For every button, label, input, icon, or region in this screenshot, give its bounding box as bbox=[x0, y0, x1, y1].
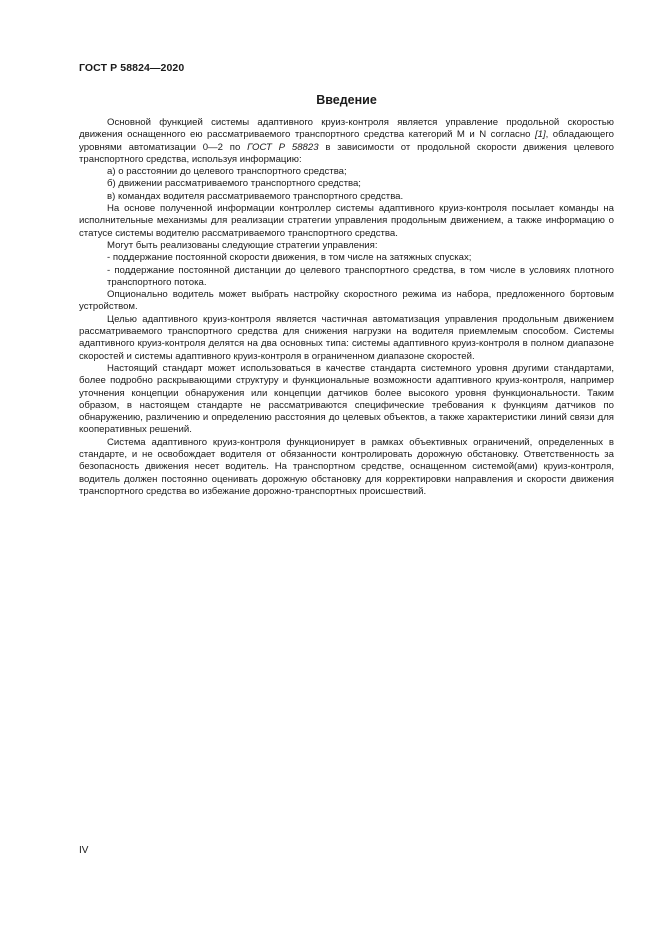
list-item: - поддержание постоянной дистанции до целевого транспортного средства, в том числе в условиях плотного транспортного потока. bbox=[107, 264, 614, 288]
section-title: Введение bbox=[316, 93, 377, 107]
paragraph-5: Целью адаптивного круиз-контроля является частичная автоматизация управления продольным движением рассматриваемого транспортного средства для снижения нагрузки на водителя приемлемым способом. Системы адаптивного круиз-контроля делятся на два основных типа: системы адаптивного круиз-контроля в полном диапазоне скоростей и системы адаптивного круиз-контроля в ограниченном диапазоне скоростей. bbox=[79, 313, 614, 362]
reference-1: [1] bbox=[534, 129, 546, 141]
list-item: б) движении рассматриваемого транспортного средства; bbox=[107, 178, 361, 190]
paragraph-4: Опционально водитель может выбрать настройку скоростного режима из набора, предложенного бортовым устройством. bbox=[79, 289, 614, 313]
list-item: - поддержание постоянной скорости движения, в том числе на затяжных спусках; bbox=[107, 252, 472, 264]
reference-gost: ГОСТ Р 58823 bbox=[247, 141, 319, 153]
paragraph-2: На основе полученной информации контроллер системы адаптивного круиз-контроля посылает команды на исполнительные механизмы для реализации стратегии управления продольным движением, а также информацию о статусе системы водителю рассматриваемого транспортного средства. bbox=[79, 203, 614, 239]
page-number: IV bbox=[79, 845, 89, 856]
page-header: ГОСТ Р 58824—2020 bbox=[79, 62, 185, 74]
document-body bbox=[79, 117, 614, 498]
paragraph-1-text-b: , обладающего уровнями автоматизации 0—2 по bbox=[79, 129, 614, 153]
paragraph-7: Система адаптивного круиз-контроля функционирует в рамках объективных ограничений, определенных в стандарте, и не освобождает водителя от обязанности контролировать дорожную обстановку. Ответственность за безопасность движения несет водитель. На транспортном средстве, оснащенном системой(ами) круиз-контроля, водитель должен постоянно оценивать дорожную обстановку для корректировки направления и скорости движения транспортного средства во избежание дорожно-транспортных происшествий. bbox=[79, 436, 614, 497]
paragraph-3: Могут быть реализованы следующие стратегии управления: bbox=[107, 239, 378, 251]
paragraph-1-text-a: Основной функцией системы адаптивного круиз-контроля является управление продольной скоростью движения оснащенного ею рассматриваемого транспортного средства категорий М и N согласно bbox=[79, 117, 614, 141]
list-item: а) о расстоянии до целевого транспортного средства; bbox=[107, 166, 347, 178]
paragraph-6: Настоящий стандарт может использоваться в качестве стандарта системного уровня другими стандартами, более подробно раскрывающими структуру и функциональные возможности адаптивного круиз-контроля, например уточнения концепции обнаружения или концепции датчиков более высокого уровня функциональности. Таким образом, в настоящем стандарте не рассматриваются специфические требования к функциям датчиков по обнаружению, различению и определению расстояния до целевых объектов, а также характеристики линий связи для кооперативных решений. bbox=[79, 362, 614, 436]
paragraph-1-text-c: в зависимости от продольной скорости движения целевого транспортного средства, используя информацию: bbox=[79, 141, 614, 165]
paragraph-1 bbox=[79, 117, 614, 166]
list-item: в) командах водителя рассматриваемого транспортного средства. bbox=[107, 190, 404, 202]
